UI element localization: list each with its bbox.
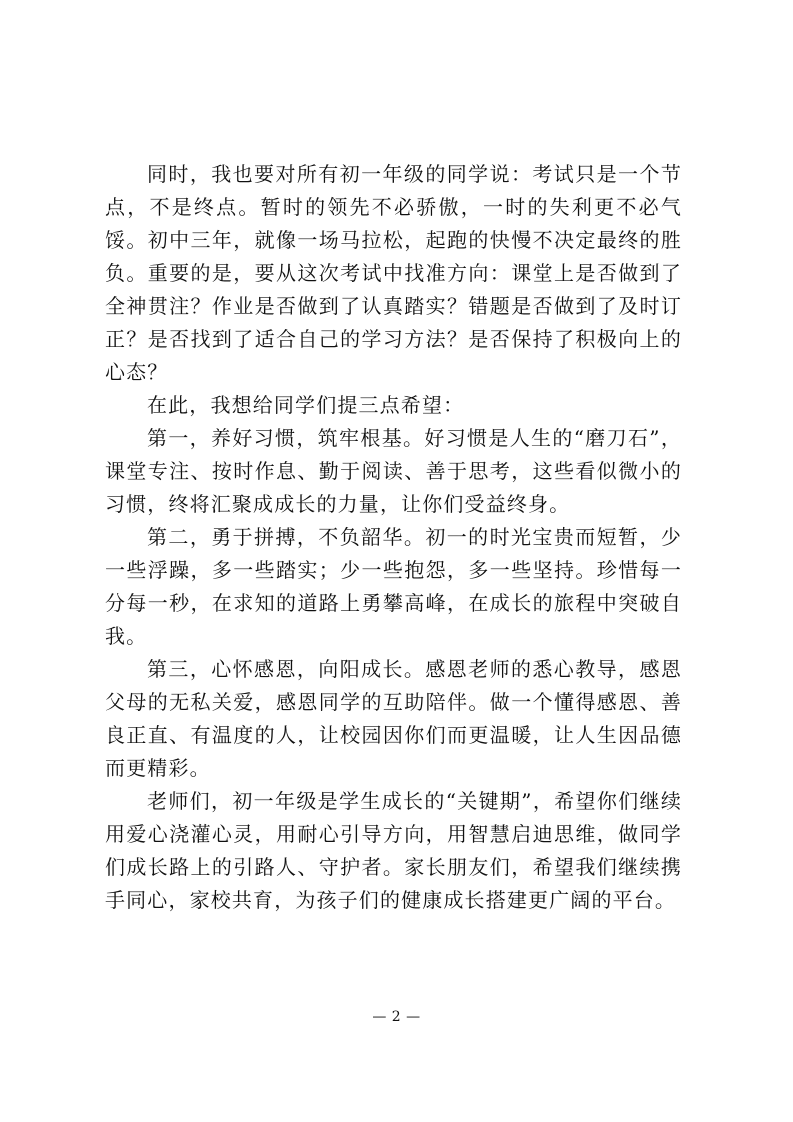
paragraph-hope-two-striving: 第二，勇于拼搏，不负韶华。初一的时光宝贵而短暂，少一些浮躁，多一些踏实；少一些抱怨，多一些坚持。珍惜每一分每一秒，在求知的道路上勇攀高峰，在成长的旅程中突破自我。 (105, 525, 682, 648)
paragraph-hope-three-gratitude: 第三，心怀感恩，向阳成长。感恩老师的悉心教导，感恩父母的无私关爱，感恩同学的互助陪伴。做一个懂得感恩、善良正直、有温度的人，让校园因你们而更温暖，让人生因品德而更精彩。 (105, 657, 682, 780)
page-number: — 2 — (372, 1009, 421, 1025)
paragraph-hope-one-habits: 第一，养好习惯，筑牢根基。好习惯是人生的“磨刀石”，课堂专注、按时作息、勤于阅读、善于思考，这些看似微小的习惯，终将汇聚成成长的力量，让你们受益终身。 (105, 426, 682, 516)
paragraph-three-hopes-intro: 在此，我想给同学们提三点希望： (147, 393, 465, 417)
paragraph-exam-reflection: 同时，我也要对所有初一年级的同学说：考试只是一个节点，不是终点。暂时的领先不必骄傲，一时的失利更不必气馁。初中三年，就像一场马拉松，起跑的快慢不决定最终的胜负。重要的是，要从这次考试中找准方向：课堂上是否做到了全神贯注？作业是否做到了认真踏实？错题是否做到了及时订正？是否找到了适合自己的学习方法？是否保持了积极向上的心态？ (105, 162, 682, 384)
paragraph-teachers-parents: 老师们，初一年级是学生成长的“关键期”，希望你们继续用爱心浇灌心灵，用耐心引导方向，用智慧启迪思维，做同学们成长路上的引路人、守护者。家长朋友们，希望我们继续携手同心，家校共育，为孩子们的健康成长搭建更广阔的平台。 (105, 789, 682, 912)
document-body (105, 158, 682, 917)
